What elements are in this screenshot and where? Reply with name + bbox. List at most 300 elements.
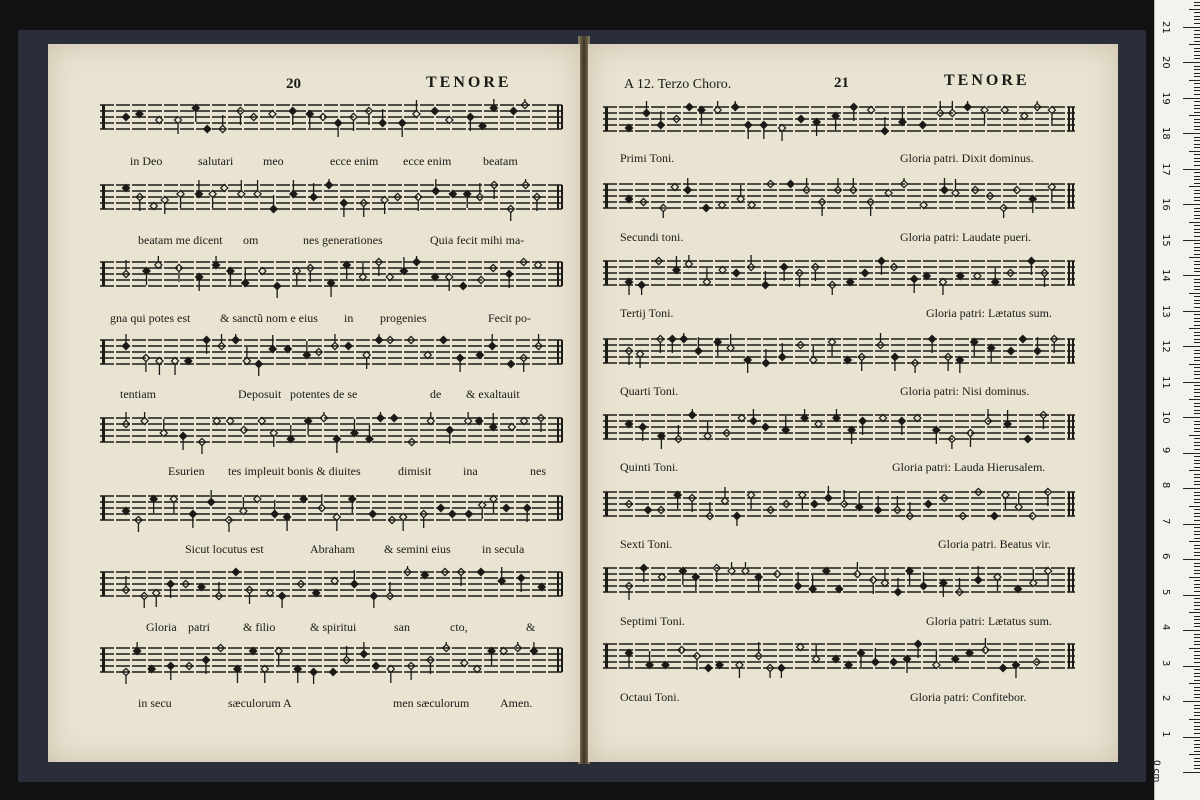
ruler-tick	[1194, 101, 1200, 102]
ruler-tick	[1194, 509, 1200, 510]
ruler-tick	[1189, 257, 1200, 258]
ruler-tick	[1194, 158, 1200, 159]
right-tone-3: Tertij Toni.	[620, 306, 674, 320]
ruler-tick	[1194, 229, 1200, 230]
left-lyric-8-3: men sæculorum	[393, 696, 470, 710]
ruler-tick	[1194, 644, 1200, 645]
ruler-tick	[1194, 729, 1200, 730]
right-staff-7	[603, 562, 1075, 602]
ruler-tick	[1194, 236, 1200, 237]
ruler-tick	[1194, 119, 1200, 120]
ruler-tick	[1194, 66, 1200, 67]
ruler-tick	[1194, 122, 1200, 123]
ruler-tick	[1194, 176, 1200, 177]
ruler-number: 14	[1160, 269, 1171, 282]
ruler-number: 3	[1160, 659, 1171, 666]
ruler-tick	[1183, 488, 1200, 489]
left-lyric-3-4: progenies	[380, 311, 427, 325]
ruler-tick	[1194, 747, 1200, 748]
left-page	[48, 44, 580, 762]
ruler-tick	[1194, 215, 1200, 216]
ruler-number: 15	[1160, 233, 1171, 247]
right-tone-8: Octaui Toni.	[620, 690, 680, 704]
ruler-tick	[1194, 712, 1200, 713]
ruler-tick	[1194, 591, 1200, 592]
ruler-tick	[1194, 360, 1200, 361]
ruler-tick	[1194, 73, 1200, 74]
left-lyric-6-2: Abraham	[310, 542, 355, 556]
left-lyric-7-2: patri	[188, 620, 210, 634]
ruler-tick	[1194, 768, 1200, 769]
ruler-tick	[1194, 531, 1200, 532]
right-incipit-5: Gloria patri: Lauda Hierusalem.	[892, 460, 1046, 474]
ruler-tick	[1194, 449, 1200, 450]
left-lyric-7-1: Gloria	[146, 620, 177, 634]
ruler-tick	[1194, 94, 1200, 95]
ruler-tick	[1194, 481, 1200, 482]
ruler-tick	[1194, 744, 1200, 745]
ruler-tick	[1189, 541, 1200, 542]
ruler-tick	[1194, 751, 1200, 752]
measurement-ruler	[1151, 0, 1200, 800]
ruler-tick	[1189, 186, 1200, 187]
ruler-number: 2	[1160, 695, 1171, 702]
ruler-tick	[1194, 232, 1200, 233]
ruler-tick	[1194, 83, 1200, 84]
ruler-number: 17	[1160, 162, 1171, 176]
right-header-title: TENORE	[944, 72, 1030, 89]
right-incipit-1: Gloria patri. Dixit dominus.	[900, 151, 1034, 165]
ruler-tick	[1194, 623, 1200, 624]
ruler-tick	[1194, 555, 1200, 556]
ruler-tick	[1194, 534, 1200, 535]
ruler-tick	[1194, 179, 1200, 180]
ruler-tick	[1194, 442, 1200, 443]
ruler-tick	[1194, 208, 1200, 209]
left-lyric-5-3: dimisit	[398, 464, 432, 478]
ruler-tick	[1194, 502, 1200, 503]
left-lyric-1-6: beatam	[483, 154, 518, 168]
left-lyric-8-1: in secu	[138, 696, 172, 710]
ruler-tick	[1194, 357, 1200, 358]
ruler-tick	[1194, 438, 1200, 439]
ruler-tick	[1194, 172, 1200, 173]
ruler-tick	[1183, 595, 1200, 596]
ruler-tick	[1194, 467, 1200, 468]
ruler-tick	[1194, 378, 1200, 379]
ruler-tick	[1183, 98, 1200, 99]
ruler-tick	[1189, 683, 1200, 684]
ruler-tick	[1183, 62, 1200, 63]
ruler-tick	[1194, 687, 1200, 688]
ruler-tick	[1189, 293, 1200, 294]
left-lyric-5-4: ina	[463, 464, 478, 478]
ruler-tick	[1194, 651, 1200, 652]
left-lyric-4-1: tentiam	[120, 387, 156, 401]
ruler-tick	[1194, 303, 1200, 304]
ruler-tick	[1183, 737, 1200, 738]
ruler-tick	[1183, 666, 1200, 667]
left-lyric-1-2: salutari	[198, 154, 234, 168]
ruler-number: 19	[1160, 91, 1171, 105]
ruler-tick	[1194, 200, 1200, 201]
left-lyric-4-4: de	[430, 387, 442, 401]
ruler-tick	[1194, 563, 1200, 564]
ruler-tick	[1194, 484, 1200, 485]
ruler-tick	[1194, 193, 1200, 194]
ruler-tick	[1194, 58, 1200, 59]
ruler-number: 4	[1160, 624, 1171, 631]
ruler-tick	[1194, 392, 1200, 393]
ruler-number: 1	[1160, 730, 1171, 737]
right-tone-1: Primi Toni.	[620, 151, 675, 165]
ruler-number: 9	[1160, 446, 1171, 453]
ruler-tick	[1194, 34, 1200, 35]
ruler-tick	[1194, 758, 1200, 759]
ruler-tick	[1194, 76, 1200, 77]
ruler-tick	[1189, 648, 1200, 649]
left-lyric-1-1: in Deo	[130, 154, 163, 168]
right-folio: 21	[834, 75, 849, 91]
ruler-tick	[1183, 169, 1200, 170]
ruler-tick	[1194, 389, 1200, 390]
ruler-tick	[1194, 694, 1200, 695]
ruler-tick	[1194, 424, 1200, 425]
left-lyric-5-2: tes impleuit bonis & diuites	[228, 464, 361, 478]
ruler-tick	[1194, 374, 1200, 375]
left-lyric-3-3: in	[344, 311, 354, 325]
left-staff-6	[100, 490, 564, 532]
ruler-tick	[1194, 715, 1200, 716]
left-lyric-3-2: & sanctũ nom e eius	[220, 311, 318, 325]
ruler-number: 13	[1160, 304, 1171, 318]
left-lyric-1-4: ecce enim	[330, 154, 379, 168]
ruler-tick	[1194, 761, 1200, 762]
right-tone-4: Quarti Toni.	[620, 384, 679, 398]
ruler-tick	[1194, 261, 1200, 262]
ruler-tick	[1189, 399, 1200, 400]
ruler-tick	[1194, 566, 1200, 567]
ruler-tick	[1183, 311, 1200, 312]
right-incipit-4: Gloria patri: Nisi dominus.	[900, 384, 1030, 398]
ruler-tick	[1194, 513, 1200, 514]
right-tone-5: Quinti Toni.	[620, 460, 679, 474]
ruler-tick	[1194, 147, 1200, 148]
ruler-tick	[1194, 421, 1200, 422]
ruler-tick	[1194, 55, 1200, 56]
ruler-tick	[1189, 470, 1200, 471]
ruler-tick	[1194, 87, 1200, 88]
ruler-tick	[1194, 161, 1200, 162]
left-lyric-7-3: & filio	[243, 620, 276, 634]
ruler-tick	[1194, 144, 1200, 145]
right-tone-6: Sexti Toni.	[620, 537, 673, 551]
ruler-tick	[1194, 126, 1200, 127]
ruler-tick	[1194, 307, 1200, 308]
right-staff-2	[603, 178, 1075, 218]
left-lyric-8-4: Amen.	[500, 696, 533, 710]
ruler-tick	[1194, 477, 1200, 478]
right-staff-3	[603, 255, 1075, 295]
ruler-tick	[1194, 23, 1200, 24]
ruler-tick	[1194, 548, 1200, 549]
ruler-tick	[1183, 453, 1200, 454]
ruler-tick	[1194, 211, 1200, 212]
right-heading: A 12. Terzo Choro.	[624, 77, 732, 92]
right-incipit-3: Gloria patri: Lætatus sum.	[926, 306, 1052, 320]
left-staff-2	[100, 179, 564, 221]
left-lyric-2-1: beatam me dicent	[138, 233, 223, 247]
right-incipit-2: Gloria patri: Laudate pueri.	[900, 230, 1032, 244]
ruler-tick	[1194, 456, 1200, 457]
ruler-tick	[1194, 350, 1200, 351]
ruler-tick	[1194, 428, 1200, 429]
ruler-tick	[1183, 701, 1200, 702]
ruler-tick	[1194, 396, 1200, 397]
ruler-tick	[1183, 382, 1200, 383]
left-lyric-6-1: Sicut locutus est	[185, 542, 264, 556]
ruler-tick	[1189, 364, 1200, 365]
left-lyric-4-5: & exaltauit	[466, 387, 520, 401]
ruler-tick	[1189, 719, 1200, 720]
ruler-tick	[1194, 520, 1200, 521]
ruler-tick	[1194, 19, 1200, 20]
ruler-tick	[1189, 44, 1200, 45]
left-lyric-4-3: potentes de se	[290, 387, 358, 401]
left-staff-3	[100, 256, 564, 298]
ruler-tick	[1194, 30, 1200, 31]
ruler-tick	[1194, 282, 1200, 283]
ruler-tick	[1194, 112, 1200, 113]
ruler-tick	[1194, 183, 1200, 184]
ruler-tick	[1194, 676, 1200, 677]
ruler-tick	[1183, 240, 1200, 241]
right-incipit-6: Gloria patri. Beatus vir.	[938, 537, 1051, 551]
right-staff-6	[603, 486, 1075, 526]
ruler-tick	[1194, 673, 1200, 674]
ruler-tick	[1194, 332, 1200, 333]
ruler-tick	[1189, 435, 1200, 436]
ruler-number: 11	[1160, 375, 1171, 389]
ruler-tick	[1194, 410, 1200, 411]
ruler-tick	[1194, 279, 1200, 280]
ruler-tick	[1194, 16, 1200, 17]
ruler-tick	[1194, 740, 1200, 741]
ruler-tick	[1194, 129, 1200, 130]
ruler-tick	[1194, 225, 1200, 226]
ruler-tick	[1194, 51, 1200, 52]
right-page	[588, 44, 1118, 762]
ruler-tick	[1189, 506, 1200, 507]
ruler-tick	[1189, 328, 1200, 329]
ruler-tick	[1194, 637, 1200, 638]
right-staff-4	[603, 333, 1075, 373]
ruler-tick	[1194, 197, 1200, 198]
left-lyric-8-2: sæculorum A	[228, 696, 292, 710]
left-lyric-2-2: om	[243, 233, 259, 247]
ruler-tick	[1194, 492, 1200, 493]
ruler-tick	[1194, 342, 1200, 343]
ruler-tick	[1194, 413, 1200, 414]
ruler-tick	[1194, 254, 1200, 255]
ruler-tick	[1183, 133, 1200, 134]
ruler-tick	[1194, 587, 1200, 588]
right-staff-8	[603, 638, 1075, 678]
ruler-tick	[1194, 733, 1200, 734]
ruler-tick	[1194, 154, 1200, 155]
ruler-tick	[1194, 669, 1200, 670]
left-lyric-7-5: san	[394, 620, 410, 634]
ruler-tick	[1194, 314, 1200, 315]
ruler-tick	[1194, 609, 1200, 610]
ruler-tick	[1194, 634, 1200, 635]
ruler-tick	[1183, 559, 1200, 560]
left-lyric-2-4: Quia fecit mihi ma-	[430, 233, 525, 247]
ruler-tick	[1194, 190, 1200, 191]
ruler-tick	[1194, 353, 1200, 354]
ruler-tick	[1194, 580, 1200, 581]
left-staff-5	[100, 412, 564, 454]
ruler-number: 21	[1160, 20, 1171, 34]
ruler-tick	[1194, 680, 1200, 681]
left-staff-4	[100, 334, 564, 376]
ruler-tick	[1194, 296, 1200, 297]
ruler-tick	[1194, 247, 1200, 248]
ruler-tick	[1194, 325, 1200, 326]
ruler-tick	[1189, 612, 1200, 613]
left-lyric-2-3: nes generationes	[303, 233, 383, 247]
ruler-tick	[1194, 371, 1200, 372]
ruler-number: 7	[1160, 517, 1171, 524]
left-staff-7	[100, 566, 564, 608]
ruler-tick	[1194, 318, 1200, 319]
ruler-tick	[1194, 641, 1200, 642]
ruler-tick	[1194, 108, 1200, 109]
ruler-tick	[1194, 5, 1200, 6]
left-lyric-6-4: in secula	[482, 542, 525, 556]
ruler-tick	[1183, 772, 1200, 773]
ruler-tick	[1189, 80, 1200, 81]
ruler-tick	[1194, 385, 1200, 386]
ruler-tick	[1194, 431, 1200, 432]
ruler-number: 18	[1160, 127, 1171, 140]
ruler-tick	[1194, 289, 1200, 290]
ruler-tick	[1194, 552, 1200, 553]
ruler-tick	[1194, 598, 1200, 599]
ruler-tick	[1183, 630, 1200, 631]
ruler-tick	[1183, 346, 1200, 347]
ruler-tick	[1194, 474, 1200, 475]
ruler-tick	[1194, 697, 1200, 698]
ruler-tick	[1194, 626, 1200, 627]
ruler-tick	[1194, 765, 1200, 766]
ruler-tick	[1194, 137, 1200, 138]
ruler-tick	[1194, 516, 1200, 517]
left-lyric-7-4: & spiritui	[310, 620, 357, 634]
ruler-tick	[1194, 339, 1200, 340]
ruler-tick	[1194, 69, 1200, 70]
ruler-tick	[1183, 417, 1200, 418]
ruler-number: 16	[1160, 198, 1171, 211]
left-lyric-7-6: cto,	[450, 620, 468, 634]
ruler-tick	[1194, 658, 1200, 659]
ruler-tick	[1194, 271, 1200, 272]
ruler-tick	[1194, 37, 1200, 38]
ruler-tick	[1183, 275, 1200, 276]
left-lyric-5-1: Esurien	[168, 464, 205, 478]
left-lyric-6-3: & semini eius	[384, 542, 451, 556]
ruler-tick	[1194, 12, 1200, 13]
ruler-tick	[1194, 726, 1200, 727]
ruler-tick	[1194, 584, 1200, 585]
right-tone-2: Secundi toni.	[620, 230, 684, 244]
ruler-number: 10	[1160, 411, 1171, 424]
ruler-tick	[1194, 690, 1200, 691]
ruler-tick	[1194, 616, 1200, 617]
ruler-tick	[1194, 495, 1200, 496]
ruler-tick	[1183, 27, 1200, 28]
left-folio: 20	[286, 76, 301, 92]
ruler-tick	[1189, 151, 1200, 152]
ruler-tick	[1189, 222, 1200, 223]
ruler-tick	[1194, 662, 1200, 663]
ruler-tick	[1194, 243, 1200, 244]
ruler-tick	[1189, 9, 1200, 10]
ruler-tick	[1194, 335, 1200, 336]
ruler-number: 6	[1160, 553, 1171, 560]
ruler-tick	[1194, 605, 1200, 606]
right-tone-7: Septimi Toni.	[620, 614, 685, 628]
ruler-tick	[1194, 570, 1200, 571]
left-lyric-3-1: gna qui potes est	[110, 311, 191, 325]
ruler-tick	[1194, 268, 1200, 269]
ruler-tick	[1189, 115, 1200, 116]
ruler-tick	[1194, 48, 1200, 49]
ruler-tick	[1194, 403, 1200, 404]
ruler-tick	[1194, 218, 1200, 219]
left-lyric-7-7: &	[526, 620, 536, 634]
left-lyric-3-5: Fecit po-	[488, 311, 531, 325]
ruler-tick	[1194, 250, 1200, 251]
ruler-tick	[1194, 140, 1200, 141]
ruler-tick	[1194, 619, 1200, 620]
ruler-number: 20	[1160, 56, 1171, 69]
ruler-tick	[1194, 445, 1200, 446]
ruler-tick	[1194, 321, 1200, 322]
ruler-tick	[1194, 655, 1200, 656]
ruler-tick	[1194, 105, 1200, 106]
ruler-tick	[1194, 573, 1200, 574]
right-staff-5	[603, 409, 1075, 449]
ruler-tick	[1194, 499, 1200, 500]
right-incipit-8: Gloria patri: Confitebor.	[910, 690, 1027, 704]
ruler-tick	[1194, 460, 1200, 461]
ruler-number: 8	[1160, 482, 1171, 489]
ruler-number: 5	[1160, 588, 1171, 595]
ruler-tick	[1194, 367, 1200, 368]
ruler-tick	[1194, 722, 1200, 723]
ruler-tick	[1189, 754, 1200, 755]
ruler-tick	[1194, 463, 1200, 464]
right-incipit-7: Gloria patri: Lætatus sum.	[926, 614, 1052, 628]
ruler-tick	[1194, 41, 1200, 42]
ruler-tick	[1183, 204, 1200, 205]
ruler-tick	[1194, 545, 1200, 546]
left-lyric-4-2: Deposuit	[238, 387, 282, 401]
right-staff-1	[603, 101, 1075, 141]
ruler-tick	[1183, 524, 1200, 525]
ruler-tick	[1194, 705, 1200, 706]
